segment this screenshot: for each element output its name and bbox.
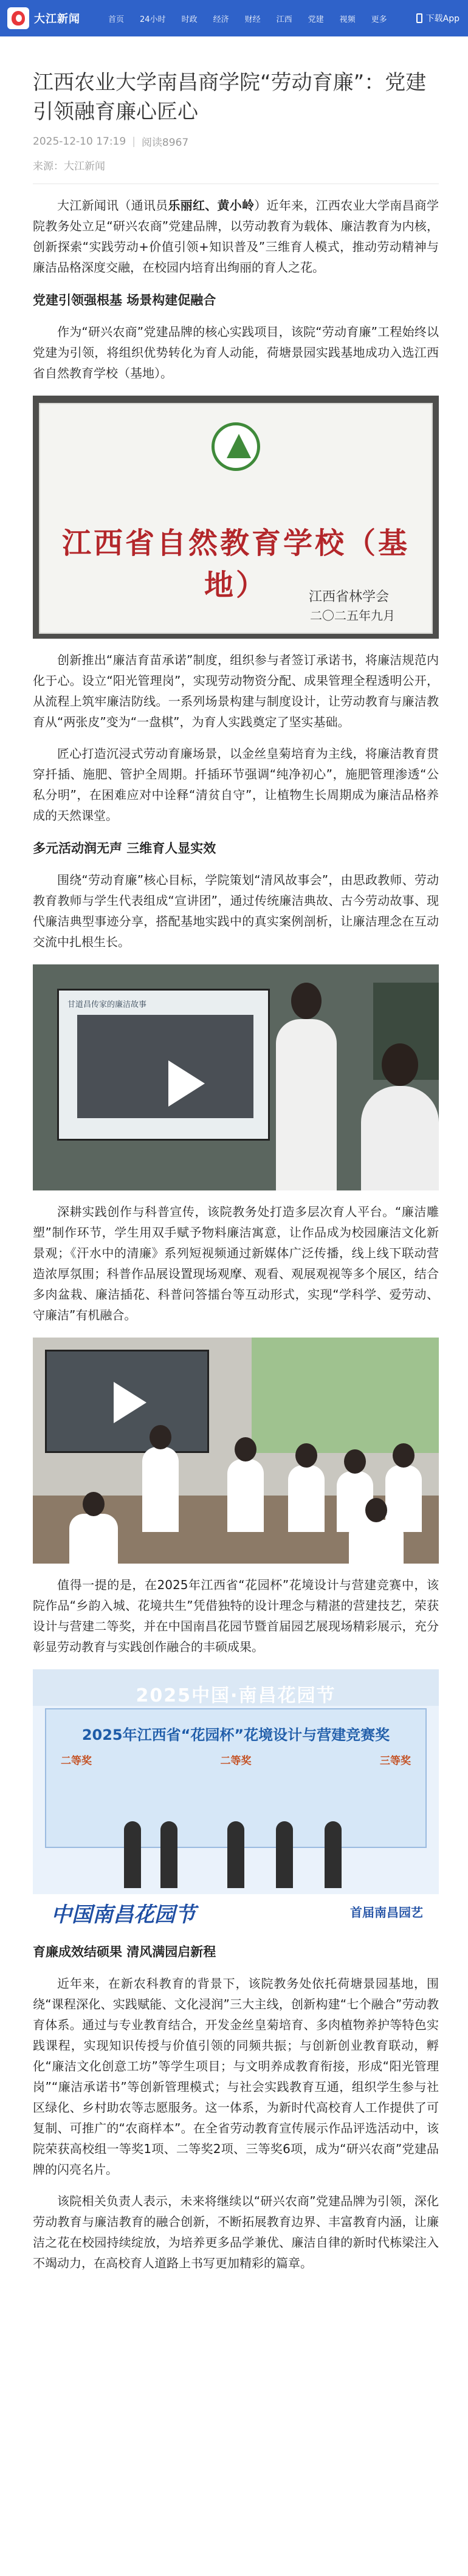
paragraph-9: 该院相关负责人表示，未来将继续以“研兴农商”党建品牌为引领，深化劳动教育与廉洁教育的融合创新，不断拓展教育边界、丰富教育内涵，让廉洁之花在校园持续绽放，为培养更多品学兼优、廉洁自律的新时代栋梁注入不竭动力，在高校育人道路上书写更加精彩的篇章。 (33, 2194, 439, 2270)
presenter (276, 1019, 337, 1190)
paragraph-7: 值得一提的是，在2025年江西省“花园杯”花境设计与营建竞赛中，该院作品“乡韵入城、花境共生”凭借独特的设计理念与精湛的营建技艺，荣获设计与营建二等奖，并在中国南昌花园节暨首届园艺展现场精彩展示，充分彰显劳动教育与实践创作融合的丰硕成果。 (33, 1578, 439, 1654)
paragraph-8: 近年来，在新农科教育的背景下，该院教务处依托荷塘景园基地，围绕“课程深化、实践赋能、文化浸润”三大主线，创新构建“七个融合”劳动教育体系。通过与专业教育结合，开发金丝皇菊培育、多肉植物养护等特色实践课程，实现知识传授与价值引领的同频共振；与创新创业教育联动，孵化“廉洁文化创意工坊”等学生项目；与文明养成教育衔接，形成“阳光管理岗”“廉洁承诺书”等创新管理模式；与社会实践教育互通，组织学生参与社区绿化、乡村助农等志愿服务。这一体系，为新时代高校育人工作提供了可复制、可推广的“农商样本”。在全省劳动教育宣传展示作品评选活动中，该院荣获高校组一等奖1项、二等奖2项、三等奖6项，成为“研兴农商”党建品牌的闪亮名片。 (33, 1976, 439, 2177)
brand-name: 大江新闻 (34, 13, 80, 26)
article-meta (33, 134, 439, 149)
audience-member (361, 1086, 439, 1190)
section-heading-1: 党建引领强根基 场景构建促融合 (33, 293, 216, 307)
student (288, 1465, 325, 1532)
forestry-society-emblem-icon (212, 422, 260, 471)
top-nav-bar (0, 0, 468, 36)
section-heading-3: 育廉成效结硕果 清风满园启新程 (33, 1945, 216, 1959)
plaque-title: 江西省自然教育学校（基地） (61, 526, 410, 602)
article-source: 来源：大江新闻 (33, 160, 105, 173)
paragraph-intro: 大江新闻讯（通讯员乐丽红、黄小岭）近年来，江西农业大学南昌商学院教务处立足“研兴农商”党建品牌，以劳动教育为载体、廉洁教育为内核，创新探索“实践劳动+价值引领+知识普及”三维育人模式，推动劳动精神与廉洁品格深度交融，在校园内培育出绚丽的育人之花。 (33, 198, 439, 275)
classroom-window (252, 1338, 439, 1453)
nav-item-more[interactable]: 更多 (371, 15, 387, 24)
app-download-button[interactable] (416, 0, 459, 36)
publish-date: 2025-12-10 17:19 (33, 135, 126, 148)
meta-separator: | (132, 135, 136, 148)
plaque-org: 江西省林学会 (308, 589, 389, 605)
brand-logo-link[interactable] (0, 7, 103, 29)
nav-item-finance[interactable]: 财经 (244, 15, 261, 24)
play-icon (114, 1382, 146, 1423)
main-nav (103, 13, 387, 24)
student (69, 1514, 118, 1564)
award-grade: 二等奖 (61, 1755, 92, 1767)
event-sub-logo: 首届南昌园艺 (350, 1905, 423, 1920)
event-footer (33, 1894, 439, 1929)
award-board-title: 2025年江西省“花园杯”花境设计与营建竞赛奖 (81, 1726, 390, 1743)
paragraph-4: 匠心打造沉浸式劳动育廉场景，以金丝皇菊培育为主线，将廉洁教育贯穿扦插、施肥、管护全周期。扦插环节强调“纯净初心”，施肥管理渗透“公私分明”，在困难应对中诠释“清贫自守”，让植物生长周期成为廉洁品格养成的天然课堂。 (33, 746, 439, 823)
award-grade: 二等奖 (220, 1755, 252, 1767)
paragraph-5: 围绕“劳动育廉”核心目标，学院策划“清风故事会”，由思政教师、劳动教育教师与学生代表组成“宣讲团”，通过传统廉洁典故、古今劳动故事、现代廉洁典型事迹分享，搭配基地实践中的真实案例剖析，让廉洁理念在互动交流中扎根生长。 (33, 873, 439, 949)
photo-award-ceremony (33, 1669, 439, 1929)
nav-item-party[interactable]: 党建 (308, 15, 324, 24)
screen-caption: 甘道昌传家的廉洁故事 (67, 1000, 147, 1009)
nav-item-24h[interactable]: 24小时 (140, 15, 166, 24)
student (227, 1459, 264, 1532)
section-heading-2: 多元活动润无声 三维育人显实效 (33, 841, 216, 856)
logo-icon (7, 7, 29, 29)
video-frame (77, 1015, 253, 1118)
plaque (39, 403, 433, 634)
nav-item-video[interactable]: 视频 (339, 15, 356, 24)
paragraph-3: 创新推出“廉洁育苗承诺”制度，组织参与者签订承诺书，将廉洁规范内化于心。设立“阳光管理岗”，实现劳动物资分配、成果管理全程透明公开，从流程上筑牢廉洁防线。一系列场景构建与制度设计，让劳动教育与廉洁教育从“两张皮”变为“一盘棋”，为育人实践奠定了坚实基础。 (33, 653, 439, 729)
photo-plaque (33, 396, 439, 639)
projection-screen (57, 989, 270, 1141)
award-list (61, 1752, 411, 1767)
app-download-label: 下载App (425, 14, 459, 24)
read-count: 阅读8967 (141, 137, 189, 149)
award-grade: 三等奖 (380, 1755, 411, 1767)
phone-icon (416, 13, 422, 23)
photo-classroom (33, 1338, 439, 1564)
play-icon (168, 1060, 205, 1107)
classroom-screen (45, 1350, 209, 1453)
plaque-date: 二〇二五年九月 (310, 608, 395, 623)
event-logo-text: 中国南昌花园节 (51, 1903, 196, 1927)
award-recipients (118, 1821, 361, 1894)
student (142, 1447, 179, 1532)
paragraph-2: 作为“研兴农商”党建品牌的核心实践项目，该院“劳动育廉”工程始终以党建为引领，将组织优势转化为育人动能，荷塘景园实践基地成功入选江西省自然教育学校（基地）。 (33, 325, 439, 380)
article-title: 江西农业大学南昌商学院“劳动育廉”：党建引领融育廉心匠心 (33, 70, 427, 124)
nav-item-jiangxi[interactable]: 江西 (276, 15, 292, 24)
nav-item-economy[interactable]: 经济 (213, 15, 229, 24)
author-names: 乐丽红、黄小岭 (168, 198, 255, 213)
student (349, 1520, 404, 1564)
article-container (0, 68, 468, 2273)
photo-presentation (33, 964, 439, 1190)
nav-item-home[interactable]: 首页 (108, 15, 125, 24)
event-banner: 2025中国·南昌花园节 (136, 1685, 336, 1706)
paragraph-6: 深耕实践创作与科普宣传，该院教务处打造多层次育人平台。“廉洁雕塑”制作环节，学生用双手赋予物料廉洁寓意，让作品成为校园廉洁文化新景观；《汗水中的清廉》系列短视频通过新媒体广泛传播，线上线下联动营造浓厚氛围；科普作品展设置现场观摩、观看、观展观视等多个展区，结合多肉盆栽、廉洁插花、科普问答擂台等互动形式，实现“学科学、爱劳动、守廉洁”有机融合。 (33, 1204, 439, 1322)
nav-item-politics[interactable]: 时政 (181, 15, 198, 24)
